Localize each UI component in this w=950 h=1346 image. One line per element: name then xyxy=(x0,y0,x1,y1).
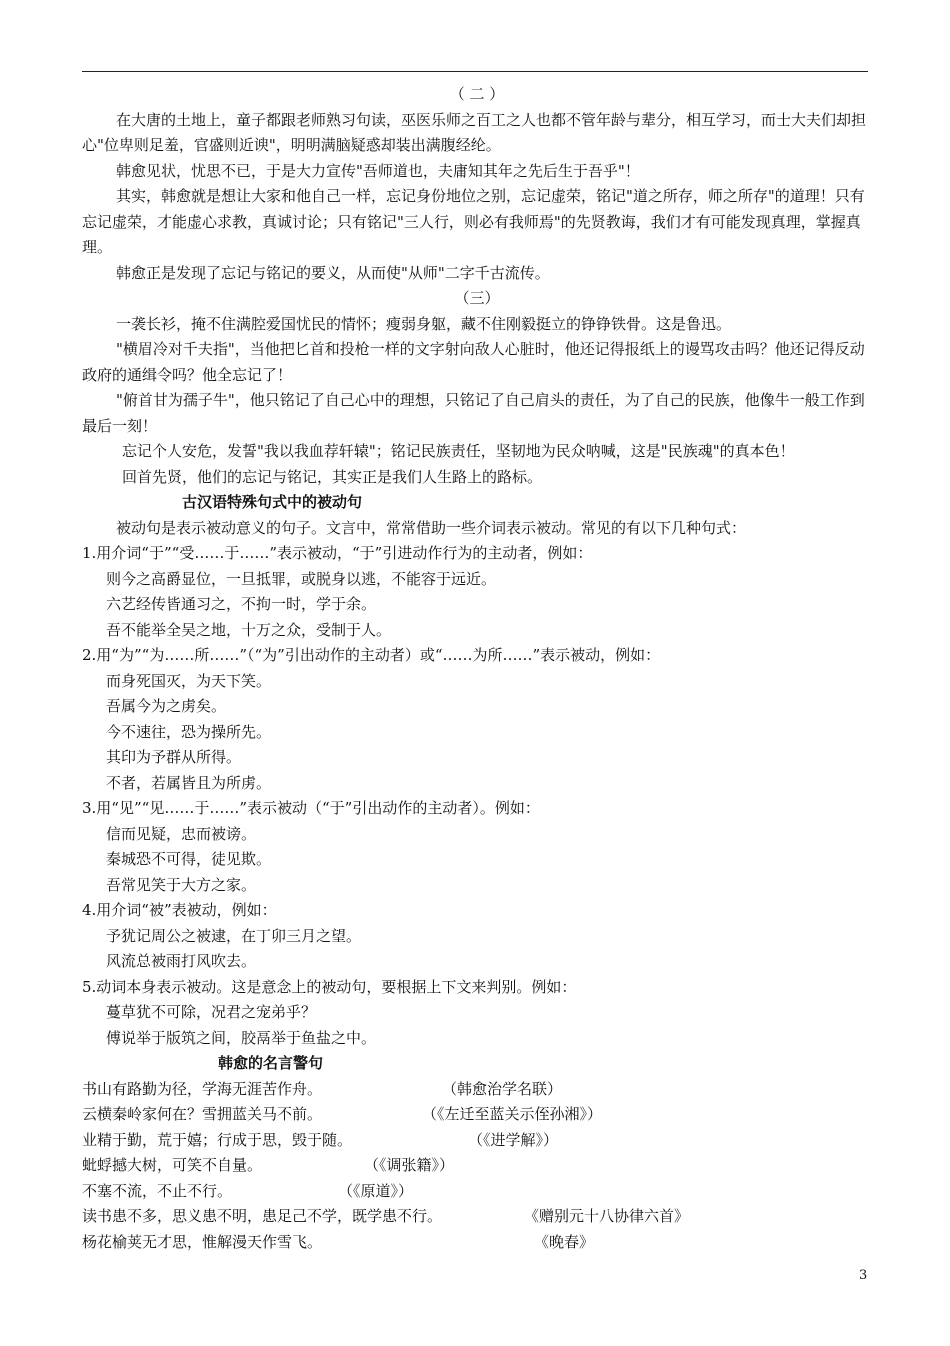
section-3-paragraph: 回首先贤，他们的忘记与铭记，其实正是我们人生路上的路标。 xyxy=(122,467,543,486)
section-3-paragraph: 忘记个人安危，发誓"我以我血荐轩辕"；铭记民族责任，坚韧地为民众呐喊，这是"民族魂"的真本色！ xyxy=(122,442,795,460)
quote-text: 业精于勤，荒于嬉；行成于思，毁于随。 xyxy=(82,1130,353,1149)
section-2-heading: （ 二 ） xyxy=(449,85,505,103)
quote-line xyxy=(82,1077,872,1103)
quote-source: 《晚春》 xyxy=(534,1232,595,1251)
section-2-paragraph: 韩愈见状，忧思不已，于是大力宣传"吾师道也，夫庸知其年之先后生于吾乎"！ xyxy=(116,161,640,180)
quote-source: （《调张籍》） xyxy=(364,1156,455,1174)
passive-example: 蔓草犹不可除，况君之宠弟乎？ xyxy=(106,1003,317,1021)
section-3-heading: （三） xyxy=(454,289,500,307)
passive-example: 予犹记周公之被逮，在丁卯三月之望。 xyxy=(106,926,362,945)
quote-text: 云横秦岭家何在？雪拥蓝关马不前。 xyxy=(82,1105,323,1123)
passive-example: 而身死国灭，为天下笑。 xyxy=(106,671,272,690)
quote-text: 蚍蜉撼大树，可笑不自量。 xyxy=(82,1156,263,1174)
passive-rule: 2.用“为”“为……所……”（“为”引出动作的主动者）或“……为所……”表示被动，例如： xyxy=(82,646,661,664)
quote-text: 不塞不流，不止不行。 xyxy=(82,1181,233,1200)
passive-example: 傅说举于版筑之间，胶鬲举于鱼盐之中。 xyxy=(106,1028,377,1047)
passive-example: 其印为予群从所得。 xyxy=(106,748,242,766)
quote-text: 杨花榆荚无才思，惟解漫天作雪飞。 xyxy=(82,1232,323,1251)
quote-source: （《原道》） xyxy=(338,1181,414,1200)
section-2-paragraph: 其实，韩愈就是想让大家和他自己一样，忘记身份地位之别，忘记虚荣，铭记"道之所存，师之所存"的道理！只有忘记虚荣，才能虚心求教，真诚讨论；只有铭记"三人行，则必有我师焉"的先贤教诲，我们才有可能发现真理，掌握真理。 xyxy=(82,187,865,256)
quote-text: 读书患不多，思义患不明，患足己不学，既学患不行。 xyxy=(82,1207,443,1225)
quote-line xyxy=(82,1179,872,1205)
page-number: 3 xyxy=(859,1268,868,1283)
passive-example: 吾不能举全吴之地，十万之众，受制于人。 xyxy=(106,620,392,639)
section-3-paragraph: 一袭长衫，掩不住满腔爱国忧民的情怀；瘦弱身躯，藏不住刚毅挺立的铮铮铁骨。这是鲁迅。 xyxy=(116,314,732,333)
section-2-paragraph: 韩愈正是发现了忘记与铭记的要义，从而使"从师"二字千古流传。 xyxy=(116,263,550,282)
passive-section-title: 古汉语特殊句式中的被动句 xyxy=(182,493,363,511)
passive-example: 信而见疑，忠而被谤。 xyxy=(106,824,257,843)
passive-intro: 被动句是表示被动意义的句子。文言中，常常借助一些介词表示被动。常见的有以下几种句式： xyxy=(116,518,747,537)
quote-source: （《左迁至蓝关示侄孙湘》） xyxy=(422,1105,603,1123)
quote-source: 《赠别元十八协律六首》 xyxy=(524,1207,690,1225)
passive-example: 六艺经传皆通习之，不拘一时，学于余。 xyxy=(106,595,377,613)
quote-line xyxy=(82,1128,872,1154)
quote-line xyxy=(82,1153,872,1179)
section-3-paragraph: "俯首甘为孺子牛"，他只铭记了自己心中的理想，只铭记了自己肩头的责任，为了自己的民族，他像牛一般工作到最后一刻！ xyxy=(82,391,865,435)
quote-line xyxy=(82,1230,872,1256)
quotes-section-title: 韩愈的名言警句 xyxy=(218,1054,324,1072)
passive-example: 风流总被雨打风吹去。 xyxy=(106,952,257,970)
passive-example: 吾属今为之虏矣。 xyxy=(106,697,227,715)
passive-rule: 5.动词本身表示被动。这是意念上的被动句，要根据上下文来判别。例如： xyxy=(82,977,577,996)
passive-example: 今不速往，恐为操所先。 xyxy=(106,722,272,741)
passive-example: 不者，若属皆且为所虏。 xyxy=(106,773,272,792)
passive-rule: 1.用介词“于”“受……于……”表示被动，“于”引进动作行为的主动者，例如： xyxy=(82,544,593,562)
section-2-paragraph: 在大唐的土地上，童子都跟老师熟习句读，巫医乐师之百工之人也都不管年龄与辈分，相互学习，而士大夫们却担心"位卑则足羞，官盛则近谀"，明明满脑疑惑却装出满腹经纶。 xyxy=(82,110,867,154)
quote-source: （《进学解》） xyxy=(468,1130,559,1149)
passive-example: 秦城恐不可得，徒见欺。 xyxy=(106,850,272,868)
quote-line xyxy=(82,1204,872,1230)
document-body xyxy=(82,82,872,1255)
passive-example: 则今之高爵显位，一旦抵罪，或脱身以逃，不能容于远近。 xyxy=(106,569,497,588)
passive-example: 吾常见笑于大方之家。 xyxy=(106,875,257,894)
quote-line xyxy=(82,1102,872,1128)
quote-text: 书山有路勤为径，学海无涯苦作舟。 xyxy=(82,1079,323,1098)
passive-rule: 4.用介词“被”表被动，例如： xyxy=(82,901,277,919)
quote-source: （韩愈治学名联） xyxy=(442,1079,563,1098)
passive-rule: 3.用“见”“见……于……”表示被动（“于”引出动作的主动者）。例如： xyxy=(82,799,540,817)
header-rule xyxy=(82,71,868,72)
section-3-paragraph: "横眉冷对千夫指"，当他把匕首和投枪一样的文字射向敌人心脏时，他还记得报纸上的谩骂攻击吗？他还记得反动政府的通缉令吗？他全忘记了！ xyxy=(82,340,865,384)
